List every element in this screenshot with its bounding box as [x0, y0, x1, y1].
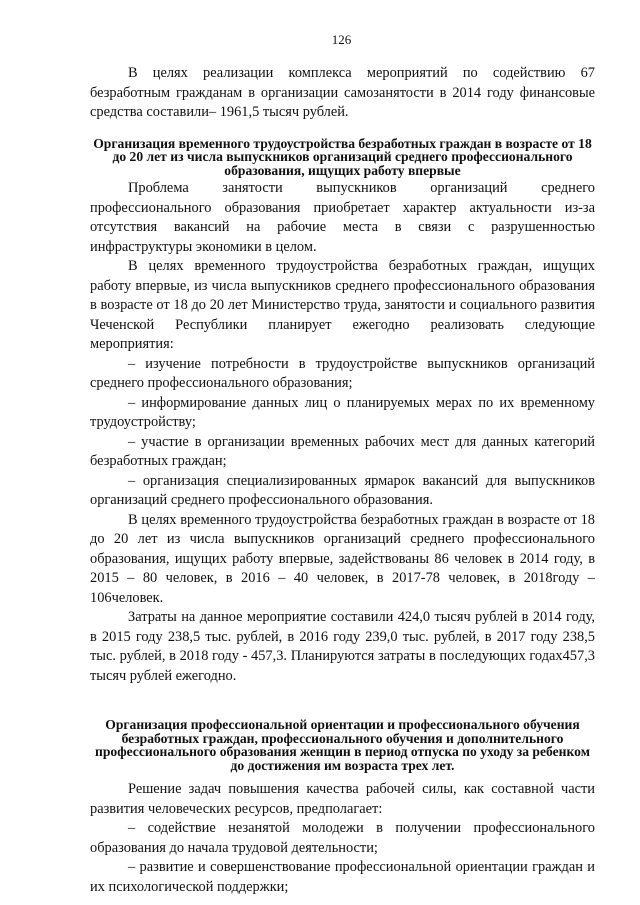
page-number: 126 — [331, 32, 352, 47]
list-item: – организация специализированных ярмарок вакансий для выпускников организаций среднего профессионального образования. — [90, 472, 595, 508]
section-heading-temporary-employment: Организация временного трудоустройства безработных граждан в возрасте от 18 до 20 лет из числа выпускников организаций среднего профессионального образования, ищущих работу впервые — [93, 135, 592, 178]
list-item: – развитие и совершенствование профессиональной ориентации граждан и их психологической поддержки; — [90, 859, 595, 895]
list-item: – информирование данных лиц о планируемых мерах по их временному трудоустройству; — [90, 394, 595, 430]
list-item: – изучение потребности в трудоустройстве выпускников организаций среднего профессионального образования; — [90, 355, 595, 391]
paragraph: В целях временного трудоустройства безработных граждан в возрасте от 18 до 20 лет из числа выпускников организаций среднего профессионального образования, ищущих работу впервые, задействованы 86 человек в 2014 году, в 2015 – 80 человек, в 2016 – 40 человек, в 2017-78 человек, в 2018году – 106человек. — [90, 511, 595, 606]
list-item: – участие в организации временных рабочих мест для данных категорий безработных граждан; — [90, 433, 595, 469]
paragraph: В целях временного трудоустройства безработных граждан, ищущих работу впервые, из числа выпускников среднего профессионального образования в возрасте от 18 до 20 лет Министерство труда, занятости и социального развития Чеченской Республики планирует ежегодно реализовать следующие мероприятия: — [90, 258, 595, 352]
paragraph: Решение задач повышения качества рабочей силы, как составной части развития человеческих ресурсов, предполагает: — [90, 781, 595, 817]
section-heading-vocational-guidance: Организация профессиональной ориентации и профессионального обучения безработных граждан, профессионального обучения и дополнительного профессионального образования женщин в период отпуска по уходу за ребенком до достижения им возраста трех лет. — [95, 717, 590, 773]
paragraph: Проблема занятости выпускников организаций среднего профессионального образования приобретает характер актуальности из-за отсутствия вакансий на рабочие места в связи с разрушенностью инфраструктуры экономики в целом. — [90, 180, 595, 255]
paragraph: Затраты на данное мероприятие составили 424,0 тысяч рублей в 2014 году, в 2015 году 238,5 тыс. рублей, в 2016 году 239,0 тыс. рублей, в 2017 году 238,5 тыс. рублей, в 2018 году - 457,3. Планируются затраты в последующих годах457,3 тысяч рублей ежегодно. — [90, 609, 595, 684]
intro-paragraph: В целях реализации комплекса мероприятий по содействию 67 безработным гражданам в организации самозанятости в 2014 году финансовые средства составили– 1961,5 тысяч рублей. — [90, 65, 595, 120]
list-item: – содействие незанятой молодежи в получении профессионального образования до начала трудовой деятельности; — [90, 820, 595, 856]
